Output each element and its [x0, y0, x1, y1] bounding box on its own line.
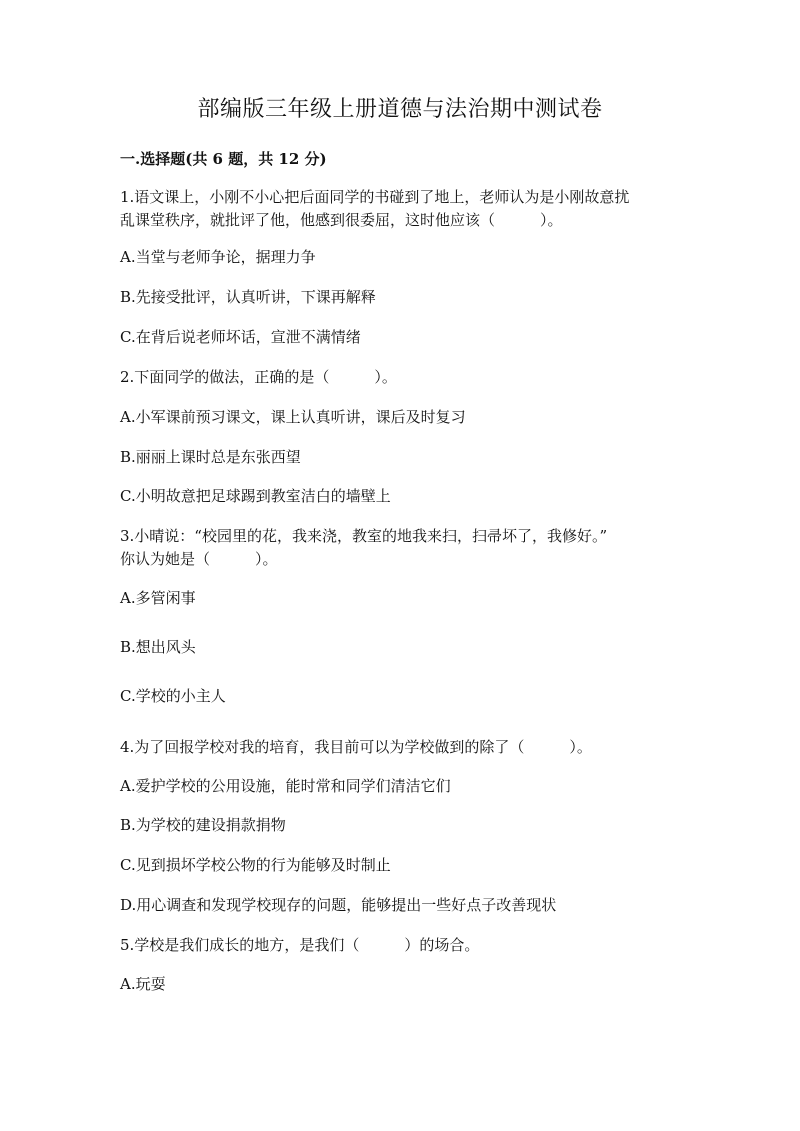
question-3-option-b: B.想出风头 — [120, 638, 196, 656]
question-4-stem-line-1: 4.为了回报学校对我的培育，我目前可以为学校做到的除了（ ）。 — [120, 738, 592, 756]
question-5-stem-line-1: 5.学校是我们成长的地方，是我们（ ）的场合。 — [120, 936, 480, 954]
question-4-option-c: C.见到损坏学校公物的行为能够及时制止 — [120, 856, 391, 874]
question-5-option-a: A.玩耍 — [120, 975, 166, 993]
question-2-option-a: A.小军课前预习课文，课上认真听讲，课后及时复习 — [120, 408, 466, 426]
question-2-stem-line-1: 2.下面同学的做法，正确的是（ ）。 — [120, 368, 397, 386]
question-3-option-c: C.学校的小主人 — [120, 687, 226, 705]
question-3-option-a: A.多管闲事 — [120, 589, 196, 607]
question-1-option-b: B.先接受批评，认真听讲，下课再解释 — [120, 288, 376, 306]
question-1-stem-line-2: 乱课堂秩序，就批评了他，他感到很委屈，这时他应该（ ）。 — [120, 211, 563, 229]
exam-title: 部编版三年级上册道德与法治期中测试卷 — [197, 97, 603, 122]
question-3-stem-line-1: 3.小晴说：“校园里的花，我来浇，教室的地我来扫，扫帚坏了，我修好。” — [120, 527, 608, 545]
question-1-stem-line-1: 1.语文课上，小刚不小心把后面同学的书碰到了地上，老师认为是小刚故意扰 — [120, 188, 630, 206]
question-4-option-a: A.爱护学校的公用设施，能时常和同学们清洁它们 — [120, 777, 451, 795]
question-2-option-b: B.丽丽上课时总是东张西望 — [120, 448, 301, 466]
question-1-option-c: C.在背后说老师坏话，宣泄不满情绪 — [120, 328, 361, 346]
question-2-option-c: C.小明故意把足球踢到教室洁白的墙壁上 — [120, 487, 391, 505]
section-heading: 一.选择题(共 6 题，共 12 分) — [120, 150, 327, 168]
question-4-option-b: B.为学校的建设捐款捐物 — [120, 816, 286, 834]
question-1-option-a: A.当堂与老师争论，据理力争 — [120, 248, 316, 266]
question-4-option-d: D.用心调查和发现学校现存的问题，能够提出一些好点子改善现状 — [120, 896, 557, 914]
question-3-stem-line-2: 你认为她是（ ）。 — [120, 550, 278, 568]
